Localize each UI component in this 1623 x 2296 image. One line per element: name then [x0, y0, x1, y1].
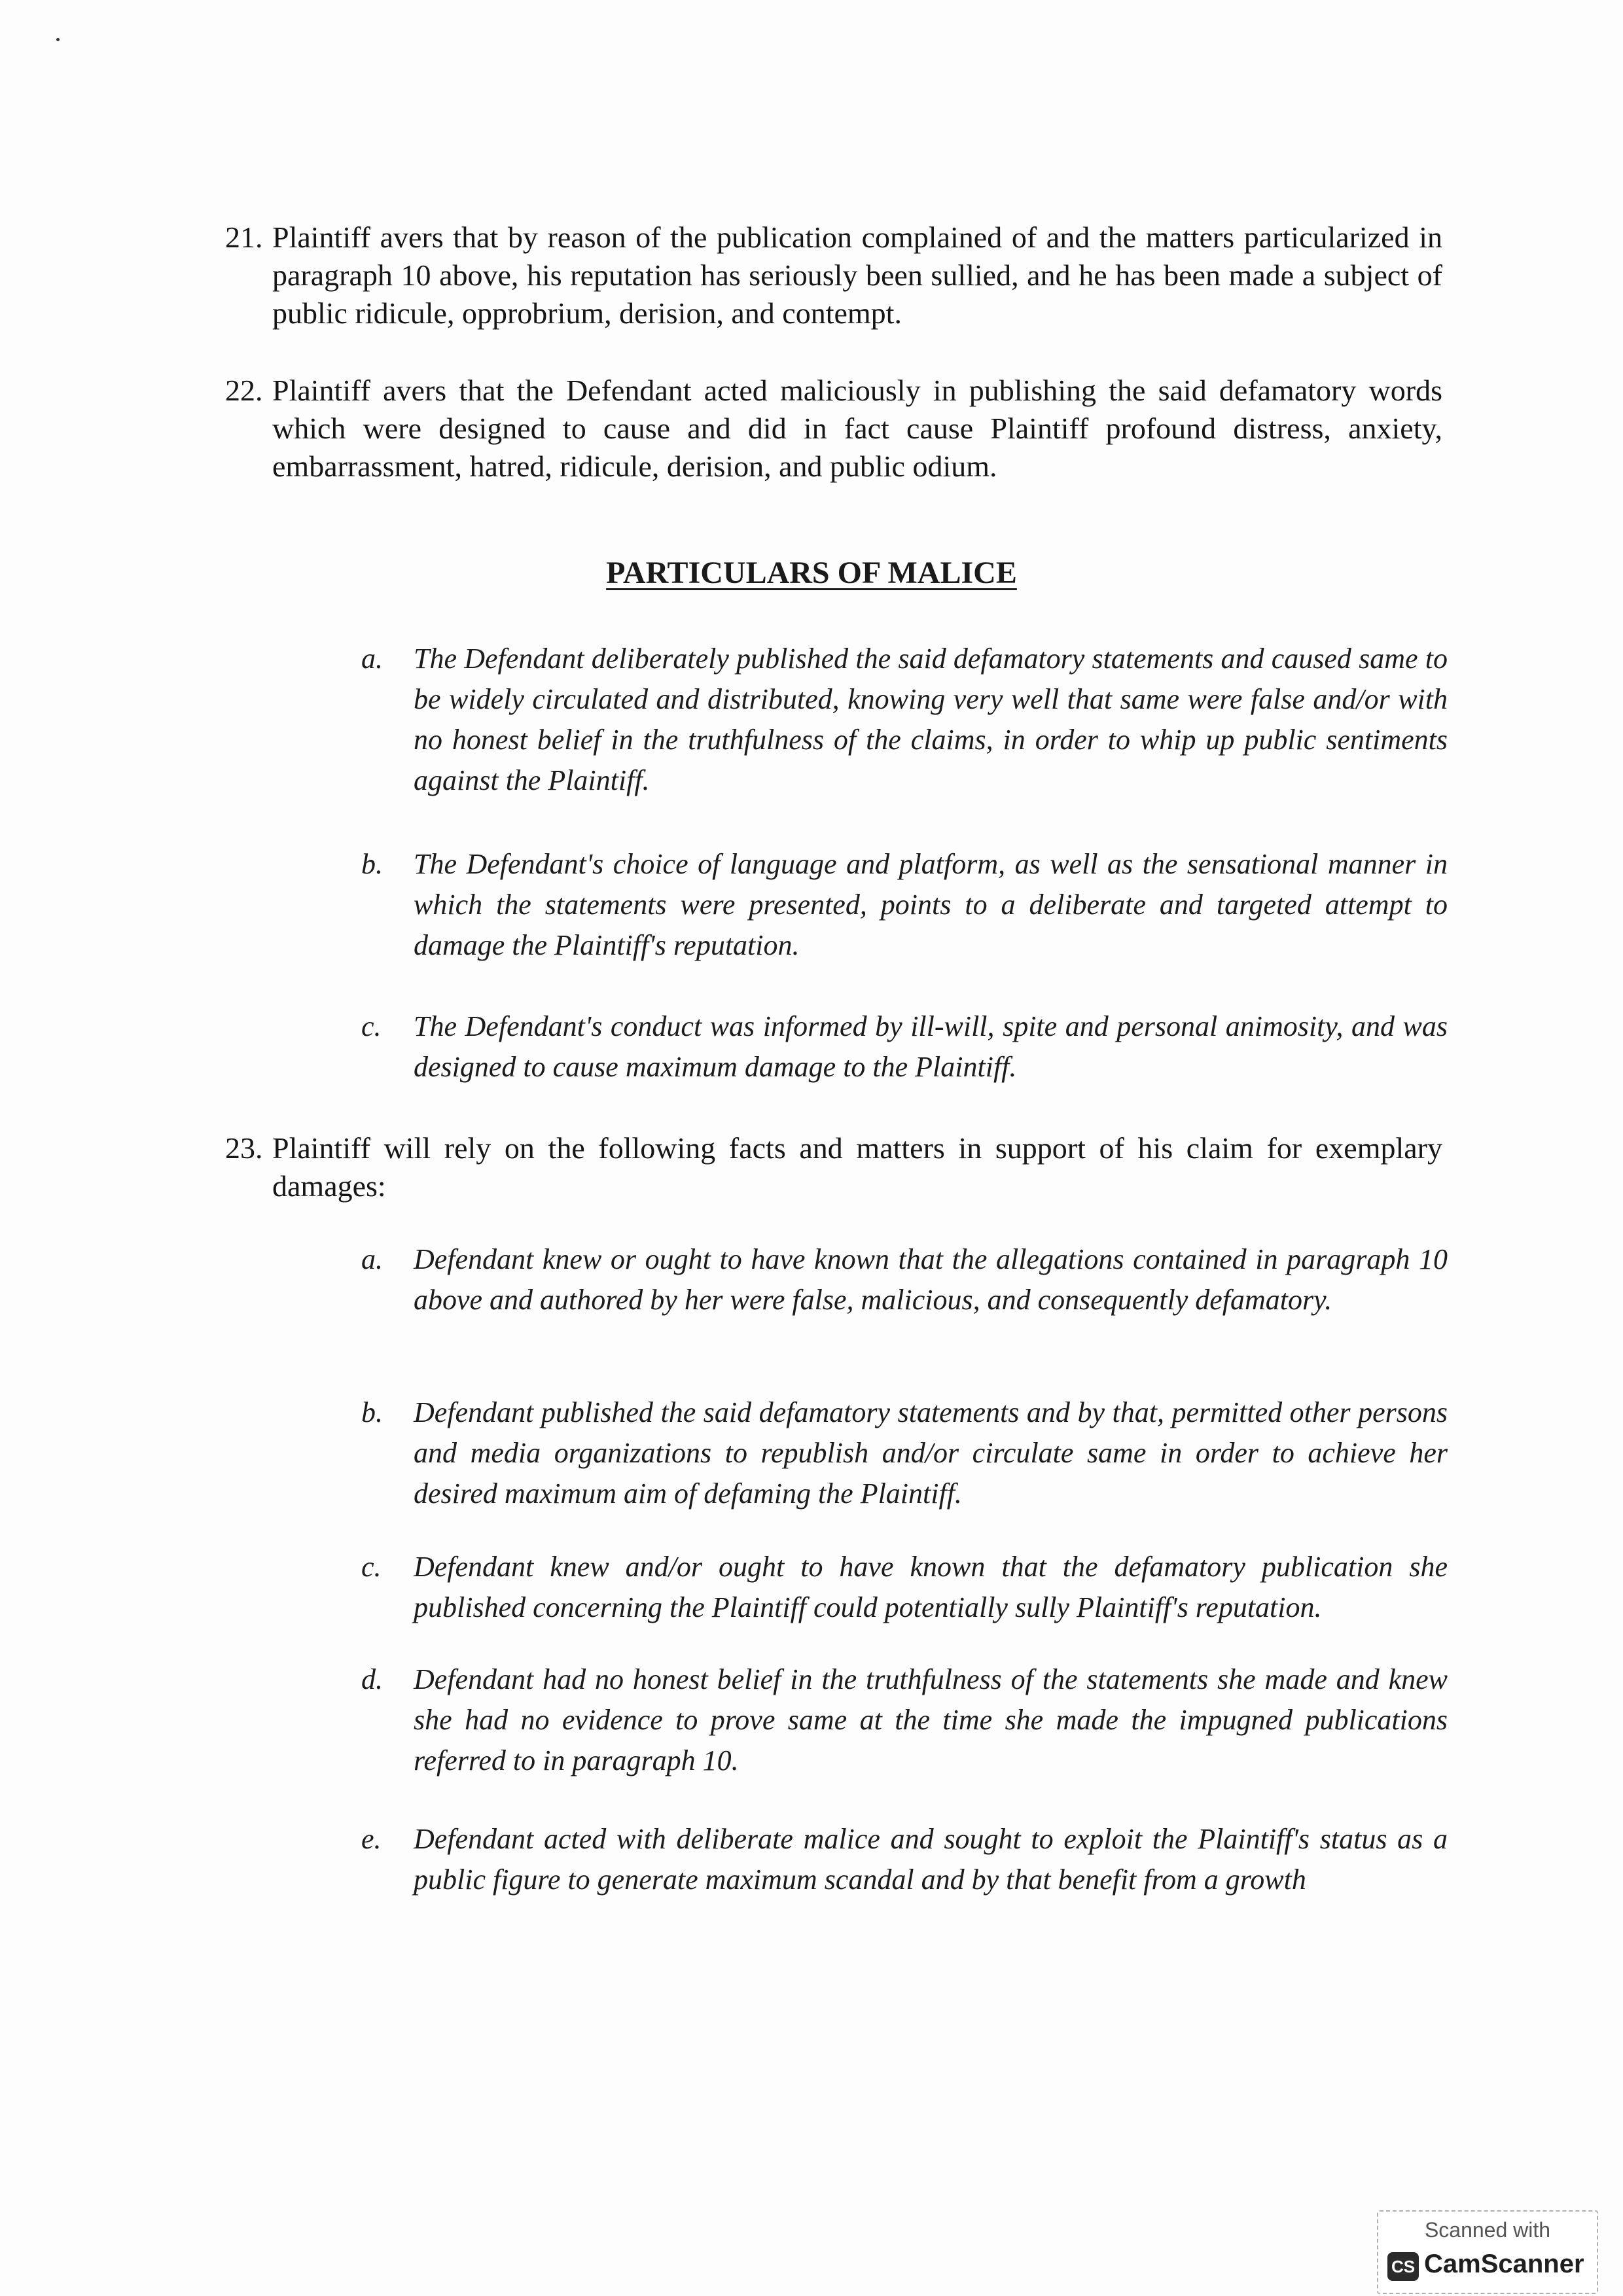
malice-item-b	[361, 844, 1448, 966]
exemplary-item-e	[361, 1819, 1448, 1900]
watermark-brand: CamScanner	[1424, 2250, 1584, 2278]
item-letter: c.	[361, 1010, 382, 1042]
item-letter: b.	[361, 848, 383, 880]
scan-speck	[56, 38, 60, 41]
camscanner-logo-icon: CS	[1387, 2252, 1419, 2281]
item-text: The Defendant deliberately published the said defamatory statements and caused same to be widely circulated and distributed, knowing very well that same were false and/or with no honest belief in the truthfulness of the claims, in order to whip up public sentiments against the Plaintiff.	[414, 643, 1448, 796]
item-text: Defendant acted with deliberate malice and sought to exploit the Plaintiff's status as a public figure to generate maximum scandal and by that benefit from a growth	[414, 1823, 1448, 1896]
heading-text: PARTICULARS OF MALICE	[606, 556, 1017, 590]
exemplary-item-c	[361, 1547, 1448, 1628]
item-letter: a.	[361, 1243, 383, 1275]
paragraph-21	[225, 219, 1442, 332]
paragraph-number: 23.	[225, 1131, 263, 1165]
malice-item-a	[361, 639, 1448, 801]
paragraph-text: Plaintiff avers that the Defendant acted maliciously in publishing the said defamatory words which were designed to cause and did in fact cause Plaintiff profound distress, anxiety, embarrassment, hatred, ridicule, derision, and public odium.	[272, 374, 1442, 483]
paragraph-text: Plaintiff avers that by reason of the publication complained of and the matters particularized in paragraph 10 above, his reputation has seriously been sullied, and he has been made a subject of public ridicule, opprobrium, derision, and contempt.	[272, 221, 1442, 330]
item-letter: a.	[361, 643, 383, 675]
paragraph-23	[225, 1129, 1442, 1205]
item-text: Defendant knew and/or ought to have known that the defamatory publication she published concerning the Plaintiff could potentially sully Plaintiff's reputation.	[414, 1551, 1448, 1623]
item-text: The Defendant's conduct was informed by ill-will, spite and personal animosity, and was designed to cause maximum damage to the Plaintiff.	[414, 1010, 1448, 1083]
item-text: Defendant published the said defamatory statements and by that, permitted other persons and media organizations to republish and/or circulate same in order to achieve her desired maximum aim of defaming the Plaintiff.	[414, 1396, 1448, 1510]
paragraph-text: Plaintiff will rely on the following facts and matters in support of his claim for exemplary damages:	[272, 1131, 1442, 1203]
item-letter: b.	[361, 1396, 383, 1428]
paragraph-22	[225, 372, 1442, 486]
paragraph-number: 22.	[225, 374, 263, 407]
particulars-of-malice-heading	[0, 555, 1623, 591]
exemplary-item-d	[361, 1659, 1448, 1781]
watermark-caption: Scanned with	[1424, 2218, 1551, 2242]
item-text: Defendant knew or ought to have known that the allegations contained in paragraph 10 above and authored by her were false, malicious, and consequently defamatory.	[414, 1243, 1448, 1316]
exemplary-item-b	[361, 1392, 1448, 1514]
item-letter: c.	[361, 1551, 382, 1583]
paragraph-number: 21.	[225, 221, 263, 254]
exemplary-item-a	[361, 1239, 1448, 1320]
item-letter: e.	[361, 1823, 382, 1855]
malice-item-c	[361, 1006, 1448, 1087]
camscanner-watermark	[1377, 2210, 1598, 2294]
item-text: The Defendant's choice of language and platform, as well as the sensational manner in which the statements were presented, points to a deliberate and targeted attempt to damage the Plaintiff's reputation.	[414, 848, 1448, 961]
item-text: Defendant had no honest belief in the truthfulness of the statements she made and knew she had no evidence to prove same at the time she made the impugned publications referred to in paragraph 10.	[414, 1663, 1448, 1776]
item-letter: d.	[361, 1663, 383, 1695]
